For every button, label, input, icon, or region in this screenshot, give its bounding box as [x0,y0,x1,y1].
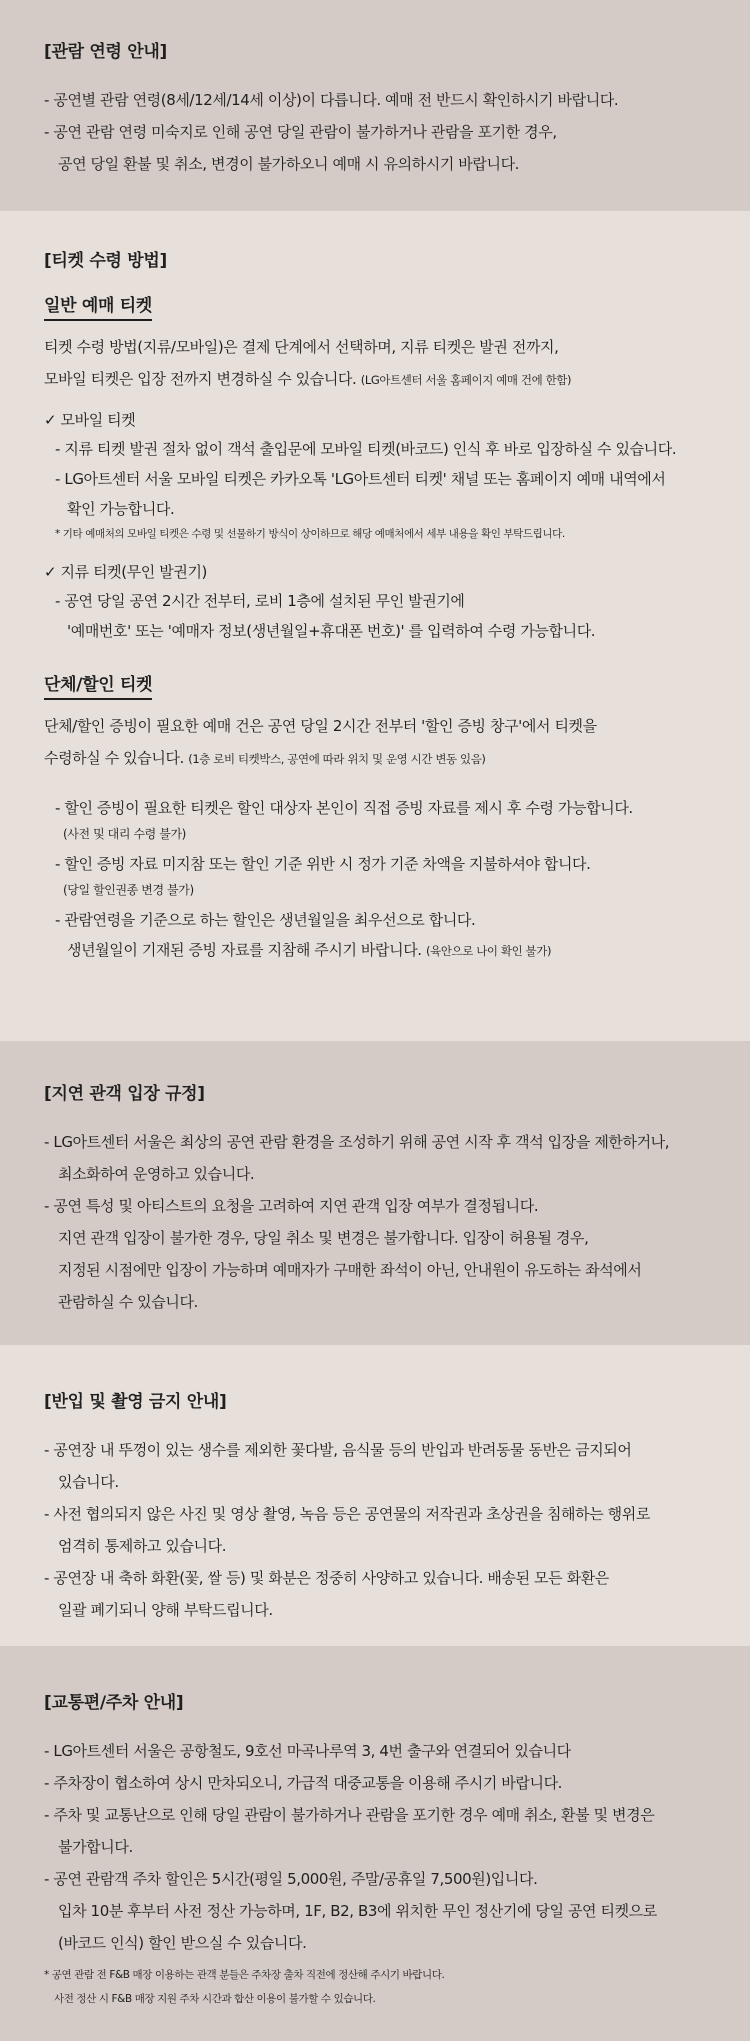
age-heading: [관람 연령 안내] [44,42,167,62]
general-ticket-text: 티켓 수령 방법(지류/모바일)은 결제 단계에서 선택하며, 지류 티켓은 발권 전까지, [44,338,559,356]
mobile-ticket-line: - 지류 티켓 발권 절차 없이 객석 출입문에 모바일 티켓(바코드) 인식 후 바로 입장하실 수 있습니다. [55,440,677,458]
group-ticket-text [44,742,706,775]
late-line: 최소화하여 운영하고 있습니다. [58,1165,255,1183]
paper-ticket-title: ✓ 지류 티켓(무인 발권기) [44,563,207,581]
age-line: 공연 당일 환불 및 취소, 변경이 불가하오니 예매 시 유의하시기 바랍니다. [58,155,520,173]
restrict-line: 엄격히 통제하고 있습니다. [58,1537,227,1555]
late-line: - LG아트센터 서울은 최상의 공연 관람 환경을 조성하기 위해 공연 시작 후 객석 입장을 제한하거나, [44,1133,670,1151]
restrict-section [0,1345,750,1646]
late-line: 관람하실 수 있습니다. [58,1293,198,1311]
group-item [44,935,706,966]
late-line: 지정된 시점에만 입장이 가능하며 예매자가 구매한 좌석이 아닌, 안내원이 유도하는 좌석에서 [58,1261,642,1279]
restrict-heading: [반입 및 촬영 금지 안내] [44,1392,227,1412]
group-item: - 할인 증빙 자료 미지참 또는 할인 기준 위반 시 정가 기준 차액을 지불하셔야 합니다. [55,855,591,873]
ticket-heading: [티켓 수령 방법] [44,251,167,271]
late-line: - 공연 특성 및 아티스트의 요청을 고려하여 지연 관객 입장 여부가 결정됩니다. [44,1197,539,1215]
age-line: - 공연 관람 연령 미숙지로 인해 공연 당일 관람이 불가하거나 관람을 포기한 경우, [44,123,557,141]
late-section [0,1041,750,1345]
late-line: 지연 관객 입장이 불가한 경우, 당일 취소 및 변경은 불가합니다. 입장이 허용될 경우, [58,1229,589,1247]
transport-note: 사전 정산 시 F&B 매장 지원 주차 시간과 합산 이용이 불가할 수 있습니다. [54,1993,376,2005]
restrict-line: - 공연장 내 뚜껑이 있는 생수를 제외한 꽃다발, 음식물 등의 반입과 반려동물 동반은 금지되어 [44,1441,632,1459]
transport-note: * 공연 관람 전 F&B 매장 이용하는 관객 분들은 주차장 출차 직전에 정산해 주시기 바랍니다. [44,1969,445,1981]
group-item: - 관람연령을 기준으로 하는 할인은 생년월일을 최우선으로 합니다. [55,911,476,929]
transport-line: - LG아트센터 서울은 공항철도, 9호선 마곡나루역 3, 4번 출구와 연결되어 있습니다 [44,1742,571,1760]
general-ticket-title: 일반 예매 티켓 [44,293,152,321]
transport-section [0,1646,750,2041]
restrict-line: 일괄 폐기되니 양해 부탁드립니다. [58,1601,273,1619]
group-ticket-text-note: (1층 로비 티켓박스, 공연에 따라 위치 및 운영 시간 변동 있음) [188,752,486,766]
general-ticket-text-main: 모바일 티켓은 입장 전까지 변경하실 수 있습니다. [44,370,357,388]
mobile-ticket-title: ✓ 모바일 티켓 [44,411,136,429]
group-ticket-title: 단체/할인 티켓 [44,672,152,700]
restrict-line: - 사전 협의되지 않은 사진 및 영상 촬영, 녹음 등은 공연물의 저작권과 초상권을 침해하는 행위로 [44,1505,650,1523]
general-ticket-text-note: (LG아트센터 서울 홈페이지 예매 건에 한함) [360,373,572,387]
group-item-note: (당일 할인권종 변경 불가) [63,883,194,897]
mobile-ticket-note: * 기타 예매처의 모바일 티켓은 수령 및 선물하기 방식이 상이하므로 해당 예매처에서 세부 내용을 확인 부탁드립니다. [55,528,565,540]
group-item-main: 생년월일이 기재된 증빙 자료를 지참해 주시기 바랍니다. [67,941,422,959]
restrict-line: 있습니다. [58,1473,119,1491]
transport-heading: [교통편/주차 안내] [44,1693,184,1713]
group-item: - 할인 증빙이 필요한 티켓은 할인 대상자 본인이 직접 증빙 자료를 제시 후 수령 가능합니다. [55,799,633,817]
group-ticket-text: 단체/할인 증빙이 필요한 예매 건은 공연 당일 2시간 전부터 '할인 증빙 창구'에서 티켓을 [44,717,597,735]
mobile-ticket-line: 확인 가능합니다. [67,500,175,518]
group-ticket-text-main: 수령하실 수 있습니다. [44,749,184,767]
late-heading: [지연 관객 입장 규정] [44,1084,205,1104]
transport-line: (바코드 인식) 할인 받으실 수 있습니다. [58,1934,307,1952]
transport-line: - 주차장이 협소하여 상시 만차되오니, 가급적 대중교통을 이용해 주시기 바랍니다. [44,1774,563,1792]
restrict-line: - 공연장 내 축하 화환(꽃, 쌀 등) 및 화분은 정중히 사양하고 있습니다. 배송된 모든 화환은 [44,1569,609,1587]
age-line: - 공연별 관람 연령(8세/12세/14세 이상)이 다릅니다. 예매 전 반드시 확인하시기 바랍니다. [44,91,619,109]
age-section [0,0,750,211]
paper-ticket-line: - 공연 당일 공연 2시간 전부터, 로비 1층에 설치된 무인 발권기에 [55,592,465,610]
general-ticket-text [44,363,706,396]
transport-line: 불가합니다. [58,1838,133,1856]
transport-line: - 주차 및 교통난으로 인해 당일 관람이 불가하거나 관람을 포기한 경우 예매 취소, 환불 및 변경은 [44,1806,655,1824]
group-item-small: (육안으로 나이 확인 불가) [426,944,552,958]
transport-line: 입차 10분 후부터 사전 정산 가능하며, 1F, B2, B3에 위치한 무인 정산기에 당일 공연 티켓으로 [58,1902,657,1920]
ticket-section [0,211,750,1041]
transport-line: - 공연 관람객 주차 할인은 5시간(평일 5,000원, 주말/공휴일 7,500원)입니다. [44,1870,538,1888]
paper-ticket-line: '예매번호' 또는 '예매자 정보(생년월일+휴대폰 번호)' 를 입력하여 수령 가능합니다. [67,622,596,640]
mobile-ticket-line: - LG아트센터 서울 모바일 티켓은 카카오톡 'LG아트센터 티켓' 채널 또는 홈페이지 예매 내역에서 [55,470,666,488]
group-item-note: (사전 및 대리 수령 불가) [63,827,186,841]
